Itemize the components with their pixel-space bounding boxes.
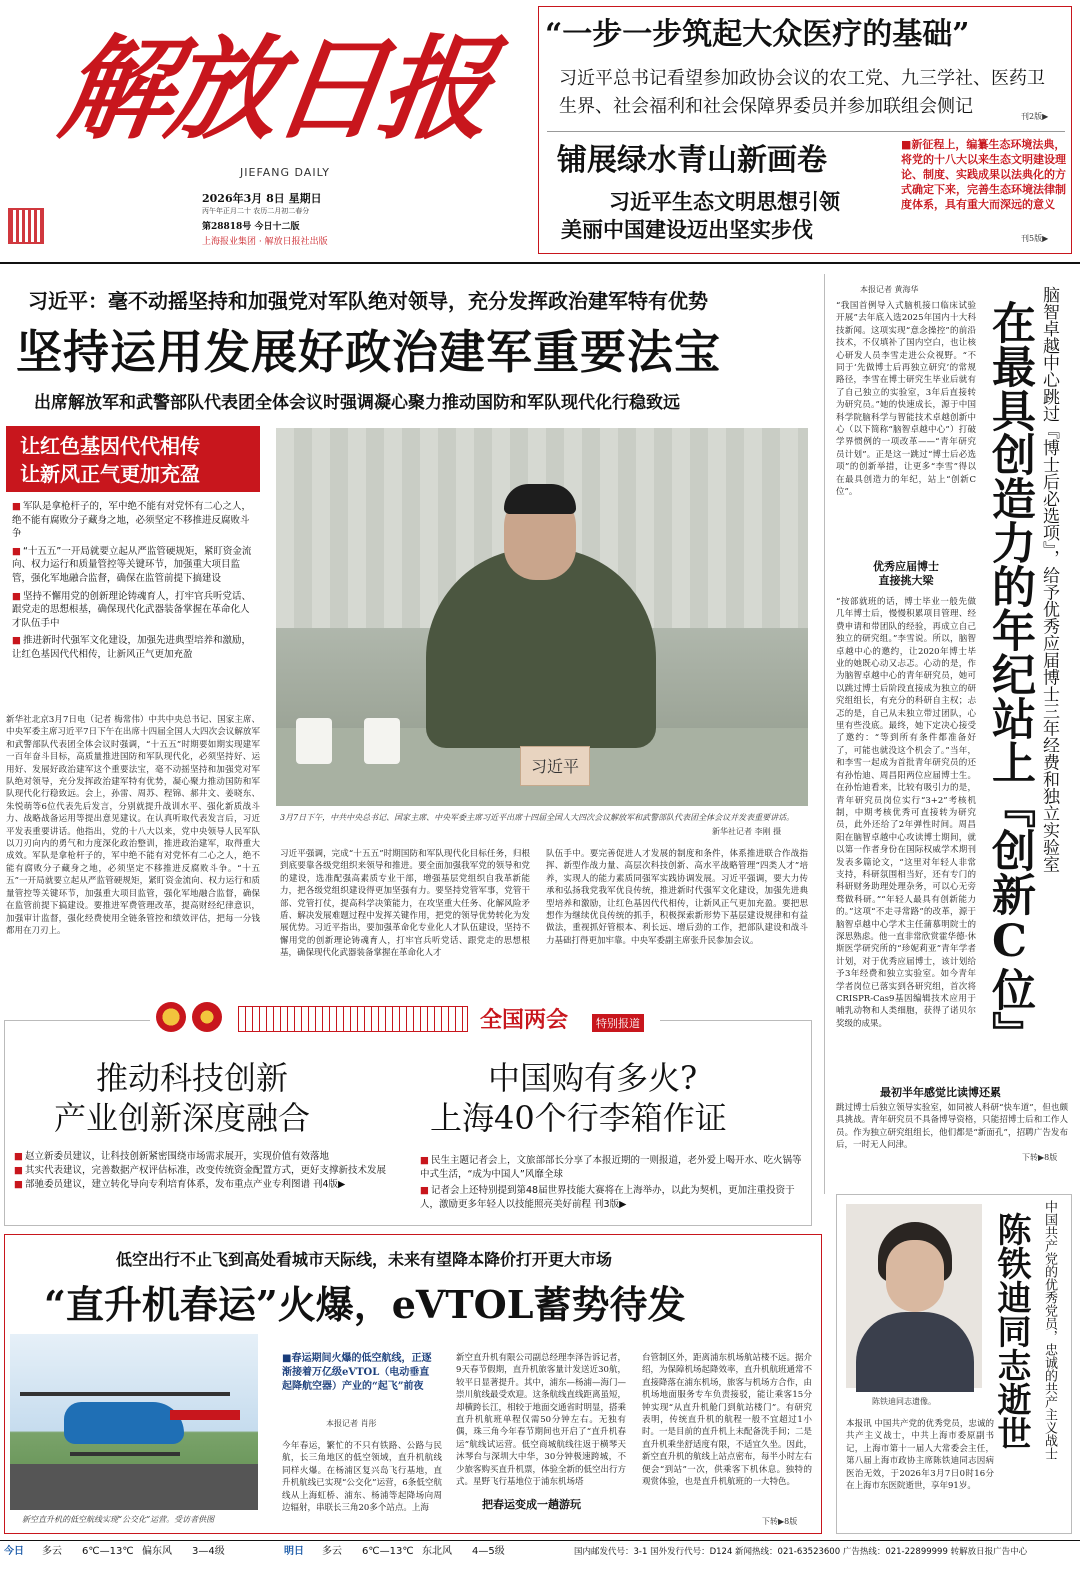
masthead [0,0,530,250]
feature-subhead1 [836,560,976,588]
footer-today-level: 3—4级 [192,1546,225,1557]
obituary-body: 本报讯 中国共产党的优秀党员，忠诚的共产主义战士，中共上海市委原副书记，上海市第十一届人大常委会主任，第八届上海市政协主席陈铁迪同志因病医治无效，于2026年3月7日0时16分在上海市东医院逝世，享年91岁。 [846,1419,994,1492]
photo-cup [364,718,400,764]
sidebox-item: ■ 坚持不懈用党的创新理论铸魂育人，打牢官兵听党话、跟党走的思想根基，确保现代化武器装备掌握在革命化人才队伍手中 [12,590,256,631]
footer-today-temp: 6℃—13℃ [82,1546,134,1557]
lead-headline[interactable]: 坚持运用发展好政治建军重要法宝 [16,325,721,379]
sidebox-list [12,500,256,662]
sidebox-title2: 让新风正气更加充盈 [20,462,200,486]
lianghui-left-item: ■ 其实代表建议，完善数据产权评估标准，改变传统资金配置方式，更好支撑新技术发展 [14,1164,406,1178]
evtol-summary: ■春运期间火爆的低空航线，正逐渐接着万亿级eVTOL（电动垂直起降航空器）产业的“起飞”前夜 [282,1353,432,1392]
top-story1-subtitle: 习近平总书记看望参加政协会议的农工党、九三学社、医药卫生界、社会福利和社会保障界委员并参加联组会侧记 [559,68,1045,117]
footer-today-wind: 偏东风 [142,1546,172,1557]
photo-cup [296,718,332,764]
lianghui-right-title2[interactable]: 上海40个行李箱作证 [430,1099,727,1137]
top-story1-title[interactable]: “一步一步筑起大众医疗的基础” [545,17,970,52]
qr-code-icon [8,208,44,244]
feature-body2: “按部就班的话，博士毕业一般先做几年博士后，慢慢积累项目管理、经费申请和带团队的经验，再成立自己独立的研究组。”李雪说。所以，脑智卓越中心的邀约，让2020年博士毕业的她既心动又忐忑。心动的是，作为脑智卓越中心的青年研究员，她可以跳过博士后阶段直接成为独立的研究组组长，有充分的科研自主权；忐忑的是，自己从未独立带过团队，心里有些没底。最终，她下定决心接受了邀约：“等到所有条件都准备好了，可能也就没这个机会了。”当年，和李雪一起成为首批青年研究员的还有孙怡迪、周昌阳两位应届博士生。在孙怡迪看来，比较有吸引力的是，青年研究员岗位实行“3+2”考核机制，中期考核优秀可直接转为研究员，此外还给了2年弹性时间。周昌阳在脑智卓越中心攻读博士期间，就以第一作者身份在国际权威学术期刊发表多篇论文，“这里对年轻人非常支持，科研氛围相当好，还有专门的科研财务助理处理杂务，可以心无旁骛做科研。”“年轻人最具有创新能力的。”这项“不走寻常路”的改革，源于脑智卓越中心学术主任蒲慕明院士的深思熟虑。他一直非常欣赏霍华德·休斯医学研究所的“珍妮莉亚”青年学者计划，对于优秀应届博士，该计划给予3年经费和独立实验室。如今青年学者岗位已落实到各研究组，首次将CRISPR-Cas9基因编辑技术应用于哺乳动物和人类细胞，获得了诺贝尔奖级的成果。 [836,597,976,1029]
obituary-kicker: 中国共产党的优秀党员，忠诚的共产主义战士 [1042,1200,1057,1460]
lianghui-left-title1[interactable]: 推动科技创新 [96,1059,289,1097]
top-divider [547,131,1065,132]
lead-sidebox [6,426,260,698]
evtol-kicker: 低空出行不止飞到高处看城市天际线，未来有望降本降价打开更大市场 [116,1250,613,1269]
footer [0,1544,1080,1564]
portrait-shoulders [856,1312,974,1392]
evtol-ref[interactable]: 下转▶8版 [762,1517,798,1526]
evtol-headline[interactable]: “直升机春运”火爆，eVTOL蓄势待发 [44,1282,686,1327]
footer-today-weather: 多云 [42,1546,62,1557]
evtol-col2b [456,1512,626,1528]
top-story2-title[interactable]: 铺展绿水青山新画卷 [557,143,827,178]
masthead-lunar: 丙午年正月二十 农历二月初二春分 [202,207,310,215]
footer-today-label: 今日 [4,1546,24,1557]
portrait-face [886,1240,944,1312]
cppcc-emblem-icon [192,1002,222,1032]
masthead-date: 2026年3月 8日 星期日 [202,192,322,205]
footer-tomorrow-level: 4—5级 [472,1546,505,1557]
lead-col3: 队伍手中。要完善促进人才发展的制度和条件，体系推进联合作战指挥、新型作战力量、高层次科技创新、高水平战略管理“四类人才”培养，实现人的能力素质同强军实践协调发展。习近平强调，要大力传承和弘扬我党我军优良传统，推进新时代强军文化建设，加强先进典型培养和激励，让红色基因代代相传，让新风正气更加充盈。要把思想作为继续优良传统的抓手，积极探索新形势下基层建设规律和有益做法，重视抓好管根本、利长远、增后劲的工作，把部队建设和战斗力基础打得更加牢靠。中央军委副主席张升民参加会议。 [546,849,808,946]
top-story2-subtitle1: 习近平生态文明思想引领 [609,190,840,214]
national-emblem-icon [156,1002,186,1032]
great-hall-icon [238,1006,468,1032]
lianghui-banner: 全国两会 [480,1007,569,1033]
top-story2-summary: ■新征程上，编纂生态环境法典，将党的十八大以来生态文明建设理论、制度、实践成果以法典化的方式确定下来，完善生态环境法律制度体系，具有重大而深远的意义 [901,138,1066,211]
feature-subhead1-line2: 直接挑大梁 [878,574,934,587]
helicopter-body [64,1402,184,1444]
feature-body3: 跳过博士后独立领导实验室，如同被人科研“快车道”，但也颇具挑战。青年研究员不具备博导资格，只能招博士后和工作人员。作为独立研究组组长，他们都是“新面孔”，招聘广告发布后，一时无人问津。 [836,1103,1068,1151]
lianghui-left-title2[interactable]: 产业创新深度融合 [54,1099,311,1137]
footer-tomorrow-wind: 东北风 [422,1546,452,1557]
footer-tomorrow-label: 明日 [284,1546,304,1557]
feature-headline[interactable]: 在最具创造力的年纪站上『创新C位』 [984,300,1035,1055]
lianghui-left-list [14,1150,406,1192]
evtol-col1: 今年春运，繁忙的不只有铁路、公路与民航，长三角地区的低空领域，直升机航线同样火爆。在杨浦区复兴岛飞行基地，直升机航线已实现“公交化”运营，6条低空航线从上海虹桥、浦东、杨浦等起降场向周边辐射，串联长三角20多个站点。上海 [282,1441,442,1514]
obituary-portrait-caption: 陈铁迪同志遗像。 [872,1397,936,1406]
lead-photo [276,428,808,806]
feature-body2-cont [836,730,1066,1080]
evtol-byline: 本报记者 肖彤 [326,1419,377,1428]
top-stories-box [538,6,1072,254]
lianghui-right-title1[interactable]: 中国购有多火? [488,1059,698,1097]
evtol-subhead: 把春运变成一趟游玩 [482,1498,581,1511]
obituary-headline[interactable]: 陈铁迪同志逝世 [991,1212,1031,1450]
feature-kicker: 脑智卓越中心跳过『博士后必选项』，给予优秀应届博士三年经费和独立实验室 [1039,286,1059,873]
lianghui-left-item: ■ 赵立新委员建议，让科技创新紧密围绕市场需求展开，实现价值有效落地 [14,1150,406,1164]
lead-col1: 新华社北京3月7日电（记者 梅常伟）中共中央总书记、国家主席、中央军委主席习近平7日下午在出席十四届全国人大四次会议解放军和武警部队代表团全体会议时强调，“十五五”时期要如期实现建军一百年奋斗目标，高质量推进国防和军队现代化，必须坚持好、运用好、发展好政治建军这个重要法宝，毫不动摇坚持和加强党对军队绝对领导，充分发挥政治建军特有优势，凝心聚力推动国防和军队现代化行稳致远。会上，孙雷、周苏、程锦、郝井文、姜晓东、朱悦萌等6位代表先后发言，分别就提升战训水平、强化新质战斗力、战略战备运用等提出意见建议。在认真听取代表发言后，习近平发表重要讲话。他指出，党的十八大以来，党中央领导人民军队以刀刃向内的勇气和力度深化政治整训，推进政治建军，取得重大成效。军队是拿枪杆子的，军中绝不能有对党怀有二心之人，绝不能有腐败分子藏身之地，必须坚定不移推进反腐败斗争。“十五五”一开局就要立起从严监管硬规矩，紧盯资金流向、权力运行和质量管控等关键环节，加强重大项目监管，强化军地融合监督，确保在监管前提下搞建设。要推进军费管理改革，提高财经纪律意识，加强审计监督，强化经费使用全链条管控和绩效评估，把每一分钱都用在刀刃上。 [6,715,260,936]
top-story2-subtitle2: 美丽中国建设迈出坚实步伐 [561,218,813,242]
feature-body1: “我国首例导入式脑机接口临床试验开展”去年底入选2025年国内十大科技新闻。这项实现“意念操控”的前沿技术，不仅填补了国内空白，也让核心研发人员李雪走进公众视野。“不同于‘先做博士后再独立研究’的常规路径，李雪在博士研究生毕业后就有了自己独立的实验室，3年后直接转为研究员。”她的快速成长，源于中国科学院脑科学与智能技术卓越创新中心（以下简称“脑智卓越中心”）打破学界惯例的一项改革——“青年研究员计划”。正是这一跳过“博士后必选项”的创新举措，让更多“李雪”得以在最具创造力的年纪，站上“创新C位”。 [836,301,976,498]
helicopter-rotor [20,1392,230,1396]
evtol-photo-caption: 新空直升机的低空航线实现“公交化”运营。受访者供图 [22,1515,215,1524]
lianghui-right-item: ■ 民生主题记者会上，文旅部部长分享了本报近期的一则报道，老外爱上喝开水、吃火锅等中式生活，“成为中国人”风靡全球 [420,1154,804,1182]
photo-nameplate-text: 习近平 [530,757,579,776]
footer-tomorrow-temp: 6℃—13℃ [362,1546,414,1557]
top-story2-ref[interactable]: 刊5版▶ [1021,234,1049,243]
lead-col2: 习近平强调，完成“十五五”时期国防和军队现代化目标任务，归根到底要靠各级党组织来领导和推进。要全面加强我军党的领导和党的建设，选准配强高素质专业干部，增强基层党组织自我革新能力，把各级党组织建设得更加坚强有力。要坚持党管军事，党管干部、党管打仗，提高科学决策能力，在攻坚重大任务、化解风险矛盾、解决发展难题过程中发挥关键作用，把党的领导优势转化为发展优势。习近平指出，要加强革命化专业化人才队伍建设，坚持不懈用党的创新理论铸魂育人，打牢官兵听党话、跟党走的思想根基，确保现代化武器装备掌握在革命化人才 [280,849,530,959]
footer-tomorrow-weather: 多云 [322,1546,342,1557]
lead-photo-caption: 3月7日下午，中共中央总书记、国家主席、中央军委主席习近平出席十四届全国人大四次会议解放军和武警部队代表团全体会议并发表重要讲话。 [280,813,795,822]
helipad [10,1464,258,1510]
feature-subhead1-line1: 优秀应届博士 [873,560,939,573]
helicopter-tail [170,1410,240,1420]
masthead-issue: 第28818号 今日十二版 [202,222,300,232]
footer-rule [0,1540,1080,1541]
footer-codes: 国内邮发代号：3-1 国外发行代号：D124 新闻热线：021-63523600 广告热线：021-22899999 转解放日报广告中心 [574,1547,1028,1557]
masthead-english: JIEFANG DAILY [240,166,330,179]
top-story1-ref[interactable]: 刊2版▶ [1021,112,1049,121]
lead-deck: 出席解放军和武警部队代表团全体会议时强调凝心聚力推动国防和军队现代化行稳致远 [34,393,680,413]
evtol-col3: 台管制区外，距离浦东机场航站楼不远。据介绍，为保障机场起降效率，直升机航班通常不直接降落在浦东机场，旅客与机场方合作，由机场地面服务专车负责接驳，能让乘客15分钟实现“从直升机舱门到航站楼门”。有研究表明，传统直升机的航程一般不宜超过1小时。一是目前的直升机上未配备洗手间；二是直升机乘坐舒适度有限，不适宜久坐。因此，新空直升机的航线上站点密布，每半小时左右便会“到站”一次，供乘客下机休息。独特的观赏体验，也是直升机航班的一大特色。 [642,1353,813,1488]
lead-photo-credit: 新华社记者 李刚 摄 [712,827,782,836]
feature-ref[interactable]: 下转▶8版 [1022,1153,1058,1162]
obituary-portrait [846,1204,982,1388]
evtol-photo [10,1334,258,1510]
lead-kicker: 习近平：毫不动摇坚持和加强党对军队绝对领导，充分发挥政治建军特有优势 [28,289,708,313]
lianghui-left-item[interactable]: ■ 部驰委员建议，建立转化导向专利培育体系，发布重点产业专利图谱 刊4版▶ [14,1178,406,1192]
sidebox-item: ■ “十五五”一开局就要立起从严监管硬规矩，紧盯资金流向、权力运行和质量管控等关键环节，加强重大项目监管，强化军地融合监督，确保在监管前提下搞建设 [12,545,256,586]
masthead-logo: 解放日报 [52,24,496,155]
masthead-publisher: 上海报业集团 · 解放日报社出版 [202,237,328,247]
helicopter-skid [70,1452,180,1456]
feature-byline: 本报记者 黄海华 [860,285,919,294]
masthead-rule [0,262,1080,264]
photo-hair [504,484,576,514]
sidebox-title1: 让红色基因代代相传 [20,434,200,458]
lianghui-tag: 特别报道 [592,1014,644,1032]
lianghui-right-list [420,1154,804,1212]
lianghui-right-item[interactable]: ■ 记者会上还特别提到第48届世界技能大赛将在上海举办，以此为契机，更加注重投资于人，激励更多年轻人以技能照亮美好前程 刊3版▶ [420,1184,804,1212]
sidebox-item: ■ 推进新时代强军文化建设，加强先进典型培养和激励，让红色基因代代相传，让新风正气更加充盈 [12,634,256,661]
sidebox-item: ■ 军队是拿枪杆子的，军中绝不能有对党怀有二心之人，绝不能有腐败分子藏身之地，必须坚定不移推进反腐败斗争 [12,500,256,541]
feature-vrule [824,274,825,1194]
evtol-col2: 新空直升机有限公司副总经理李泽告诉记者，9天春节假期，直升机旅客量计发送近30航，较平日显著提升。其中，浦东—杨浦—海门—崇川航线最受欢迎。这条航线直线距离虽短，却横跨长江，相较于地面交通省时明显，搭乘直升机航班单程仅需50分钟左右。无独有偶，珠三角今年春节期间也开启了“直升机春运”航线试运营。低空商城航线往返于横琴天沐琴台与深圳大中华，30分钟极速跨城，不少旅客购买直升机票，体验全新的低空出行方式。星野飞行基地位于浦东机场塔 [456,1353,627,1488]
feature-subhead2: 最初半年感觉比读博还累 [880,1086,1001,1099]
